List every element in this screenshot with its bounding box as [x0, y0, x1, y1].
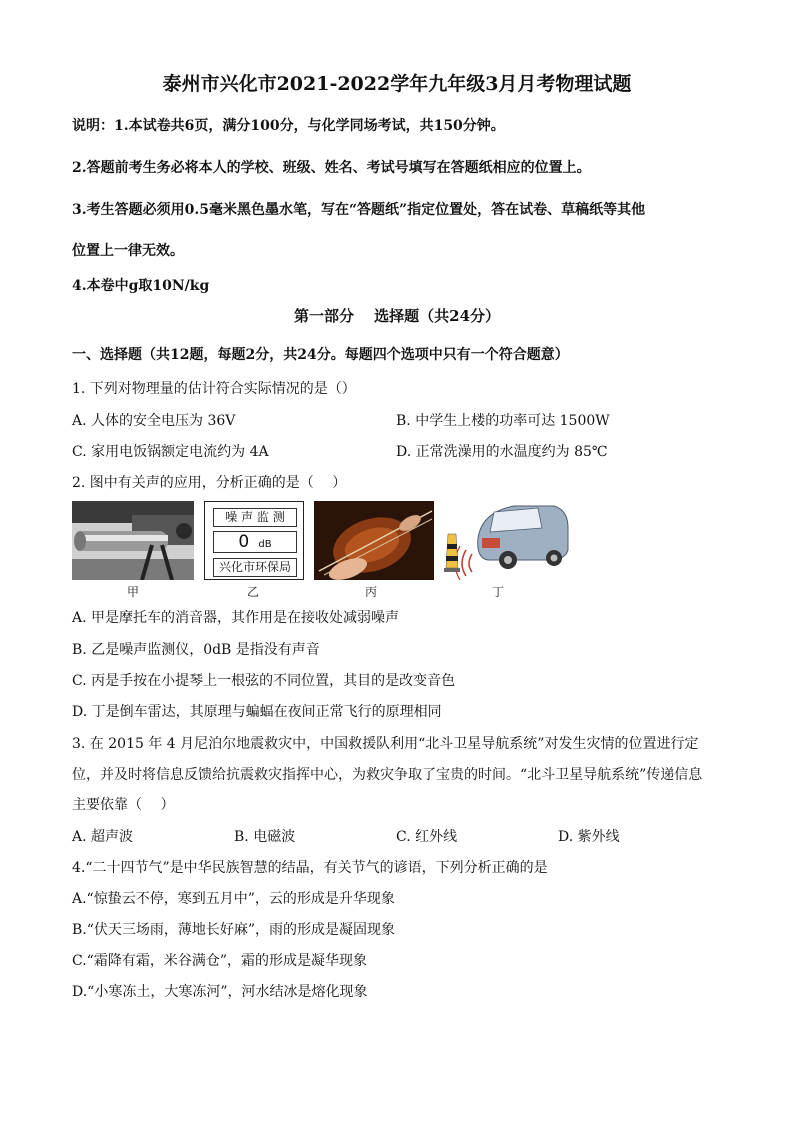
note-4: 4.本卷中g取10N/kg	[72, 278, 210, 294]
q1-option-c: C. 家用电饭锅额定电流约为 4A	[72, 444, 269, 460]
q4-option-b: B.“伏天三场雨，薄地长好麻”，雨的形成是凝固现象	[72, 922, 396, 938]
q2-option-d: D. 丁是倒车雷达，其原理与蝙蝠在夜间正常飞行的原理相同	[72, 704, 442, 720]
q4-stem: 4.“二十四节气”是中华民族智慧的结晶，有关节气的谚语，下列分析正确的是	[72, 860, 548, 876]
caption-ding: 丁	[491, 585, 504, 599]
q1-stem: 1. 下列对物理量的估计符合实际情况的是（）	[72, 381, 356, 397]
reversing-radar-illustration	[442, 498, 572, 580]
note-1: 说明：1.本试卷共6页，满分100分，与化学同场考试，共150分钟。	[72, 118, 505, 134]
q3-option-d: D. 紫外线	[558, 829, 620, 845]
page-title: 泰州市兴化市2021-2022学年九年级3月月考物理试题	[162, 73, 632, 95]
q2-stem: 2. 图中有关声的应用，分析正确的是（ ）	[72, 475, 347, 491]
noise-monitor	[204, 501, 304, 580]
q3-stem-line2: 位，并及时将信息反馈给抗震救灾指挥中心，为救灾争取了宝贵的时间。“北斗卫星导航系统”传递信息	[72, 767, 703, 783]
q2-option-a: A. 甲是摩托车的消音器，其作用是在接收处减弱噪声	[72, 610, 400, 626]
q4-option-a: A.“惊蛰云不停，寒到五月中”，云的形成是升华现象	[72, 891, 395, 907]
q1-option-d: D. 正常洗澡用的水温度约为 85℃	[396, 444, 608, 460]
monitor-org: 兴化市环保局	[213, 558, 297, 577]
caption-yi: 乙	[246, 585, 259, 599]
monitor-title: 噪 声 监 测	[213, 508, 297, 527]
q3-option-c: C. 红外线	[396, 829, 458, 845]
caption-bing: 丙	[364, 585, 377, 599]
q2-option-c: C. 丙是手按在小提琴上一根弦的不同位置，其目的是改变音色	[72, 673, 456, 689]
violin-photo	[314, 501, 434, 580]
muffler-photo	[72, 501, 194, 580]
q1-option-a: A. 人体的安全电压为 36V	[72, 413, 236, 429]
note-3-cont: 位置上一律无效。	[72, 243, 184, 259]
q4-option-c: C.“霜降有霜，米谷满仓”，霜的形成是凝华现象	[72, 953, 367, 969]
q3-stem-line3: 主要依靠（ ）	[72, 797, 175, 813]
section-title: 第一部分 选择题（共24分）	[293, 307, 501, 325]
caption-jia: 甲	[126, 585, 139, 599]
q3-stem-line1: 3. 在 2015 年 4 月尼泊尔地震救灾中，中国救援队利用“北斗卫星导航系统”对发生灾情的位置进行定	[72, 736, 699, 752]
q2-option-b: B. 乙是噪声监测仪，0dB 是指没有声音	[72, 642, 320, 658]
monitor-unit: dB	[258, 539, 272, 550]
q3-option-a: A. 超声波	[72, 829, 134, 845]
part-heading: 一、选择题（共12题，每题2分，共24分。每题四个选项中只有一个符合题意）	[72, 347, 569, 363]
q1-option-b: B. 中学生上楼的功率可达 1500W	[396, 413, 610, 429]
q4-option-d: D.“小寒冻土，大寒冻河”，河水结冰是熔化现象	[72, 984, 368, 1000]
note-2: 2.答题前考生务必将本人的学校、班级、姓名、考试号填写在答题纸相应的位置上。	[72, 160, 591, 176]
q3-option-b: B. 电磁波	[234, 829, 296, 845]
monitor-value: 0	[238, 532, 250, 552]
note-3: 3.考生答题必须用0.5毫米黑色墨水笔，写在“答题纸”指定位置处，答在试卷、草稿纸等其他	[72, 202, 646, 218]
monitor-display	[213, 531, 297, 553]
